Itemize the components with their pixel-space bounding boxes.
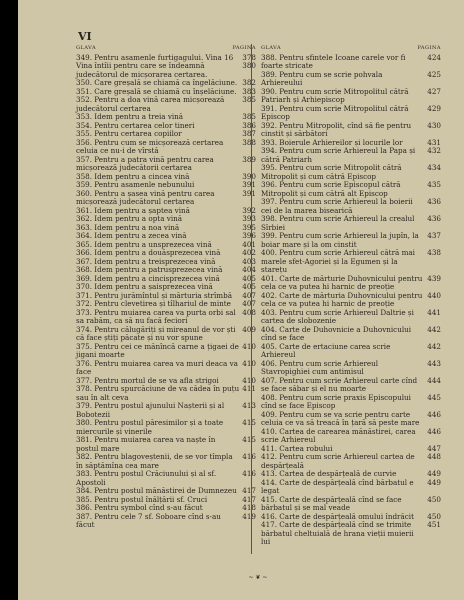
toc-entry-page: 445 (427, 392, 441, 402)
toc-entry (261, 377, 441, 394)
toc-entry-title: 387. Pentru cele 7 sf. Soboare cînd s-au făcut (76, 511, 221, 529)
toc-entry (261, 147, 441, 164)
toc-entry-title: 349. Pentru asamenle furtigagului. Vina 16 (76, 52, 234, 62)
toc-entry-title: 400. Pentru cum scrie Arhiereul cătră mai marele sfet-Agoriei și la Egumen și la starețu (261, 248, 415, 274)
toc-entry-page: 387 (242, 129, 256, 138)
toc-entry-title: 398. Pentru cum scrie Arhiereul la crealul Sîrbiei (261, 214, 415, 232)
toc-entry-page: 392 (242, 205, 256, 215)
toc-entry-title: 383. Pentru postul Crăciunului și al sf. Apostoli (76, 469, 217, 487)
toc-entry (261, 428, 441, 445)
toc-entry-page: 419 (242, 511, 256, 521)
toc-entry (76, 309, 256, 326)
toc-entry-page: 391 (242, 188, 256, 198)
toc-entry-page: 446 (427, 409, 441, 419)
toc-entry-title: 402. Carte de mărturia Duhovnicului pentru cela ce va putea hi harnic de preoție (261, 290, 423, 308)
toc-entry-title: 356. Pentru cum se micșorează certarea celuia ce nu-i de vîrstă (76, 137, 224, 155)
toc-entry-title: 351. Care greșală se chiamă cu înșelăciune. (76, 86, 237, 96)
toc-entry-title: 359. Pentru asamenle nebunului (76, 180, 195, 189)
toc-entry-title: 393. Boierule Arhiereilor și locurile lor (261, 137, 403, 147)
toc-entry-page: 427 (427, 86, 441, 96)
toc-entry-page: 407 (242, 299, 256, 308)
toc-entry-page: 405 (242, 273, 256, 283)
toc-entry-title: 374. Pentru călugăriți și mireanul de vor ști că face știți păcate și nu vor spune (76, 324, 236, 342)
toc-entry-page: 450 (427, 494, 441, 504)
toc-entry-title: 395. Pentru cum scrie Mitropolit cătră Mitropolit și cum cătră Episcop (261, 163, 402, 181)
toc-entry-page: 448 (427, 452, 441, 461)
toc-entry (76, 326, 256, 343)
toc-entry-title: 397. Pentru cum scrie Arhiereul la boierii cei de la marea bisearică (261, 197, 413, 215)
toc-entry-title: 390. Pentru cum scrie Mitropolitul cătră Patriarh și Arhiepiscop (261, 86, 409, 104)
toc-entry-title: 369. Idem pentru a cincisprezecea vină (76, 273, 220, 283)
toc-entry-page: 409 (242, 324, 256, 334)
toc-entry-page: 391 (242, 180, 256, 189)
toc-entry-title: 388. Pentru sfintele Icoane carele vor fi foarte stricate (261, 52, 406, 70)
toc-entry (261, 249, 441, 275)
toc-entry-page: 439 (427, 273, 441, 283)
toc-entry-page: 385 (242, 95, 256, 104)
toc-entry-title: 392. Pentru Mitropolit, cînd să fie pentru cinstit și sărbători (261, 120, 412, 138)
toc-entry-title: 360. Pentru a șasea vină pentru carea micșorează judecătorul certarea (76, 188, 215, 206)
toc-entry-page: 402 (242, 248, 256, 257)
toc-entry-title: 354. Pentru certarea celor tineri (76, 120, 195, 130)
toc-entry (261, 88, 441, 105)
toc-entry-title: 365. Idem pentru a unsprezecea vină (76, 239, 212, 249)
toc-entry-title: 358. Idem pentru a cincea vină (76, 171, 190, 181)
toc-entry-page: 389 (242, 154, 256, 164)
page-number: VI (78, 30, 92, 43)
toc-entry-page: 378 (242, 52, 256, 62)
toc-entry-page: 417 (242, 494, 256, 504)
toc-entry-page: 382 (242, 78, 256, 87)
toc-entry-title: 366. Idem pentru a douăsprezecea vină (76, 248, 221, 257)
toc-entry-page: 395 (242, 222, 256, 232)
toc-entry (261, 122, 441, 139)
toc-entry (261, 232, 441, 249)
left-column-header (76, 44, 256, 53)
toc-entry-title: 372. Pentru clevetirea și tîlhariul de minte (76, 299, 231, 308)
toc-entry (261, 71, 441, 88)
toc-entry (261, 309, 441, 326)
toc-entry (76, 343, 256, 360)
toc-entry-title: 381. Pentru muiarea carea va naște în postul mare (76, 435, 216, 453)
toc-entry (261, 496, 441, 513)
toc-entry-page: 383 (242, 86, 256, 96)
toc-entry-title: 414. Carte de despărțeală cînd bărbatul e legat (261, 477, 414, 495)
right-entry-list (261, 54, 441, 547)
toc-entry-page: 416 (242, 469, 256, 478)
toc-entry-page: 446 (427, 426, 441, 436)
toc-entry-page: 424 (427, 52, 441, 62)
toc-entry-title: 384. Pentru postul mănăstirei de Dumnezeu (76, 486, 237, 495)
toc-entry-title: 409. Pentru cum se va scrie pentru carte celuia ce va să treacă în țară să peste mare (261, 409, 420, 427)
toc-entry-title: 403. Pentru cum scrie Arhiereul Daltrie și cartea de slobozenie (261, 307, 414, 325)
toc-entry-title: 378. Pentru spurcăciune de va cădea în puțu sau în alt ceva (76, 384, 240, 402)
toc-entry-title: 396. Pentru cum scrie Episcopul cătră Mitropolit și cum cătră alt Episcop (261, 180, 401, 198)
toc-entry-title: 382. Pentru blagoveștenii, de se vor tîmpla în săptămîna cea mare (76, 452, 233, 470)
toc-entry (261, 394, 441, 411)
toc-entry-page: 380 (242, 61, 256, 70)
toc-entry (261, 164, 441, 181)
toc-entry-title: 408. Pentru cum scrie praxis Episcopului cînd se face Episcop (261, 392, 411, 410)
toc-entry (261, 411, 441, 428)
toc-entry-title: 363. Idem pentru a noa vină (76, 222, 180, 232)
toc-entry (76, 190, 256, 207)
toc-entry-page: 444 (427, 375, 441, 385)
toc-entry-page: 403 (242, 256, 256, 266)
toc-entry-title: 385. Pentru postul înălțării sf. Cruci (76, 494, 208, 504)
toc-entry (261, 521, 441, 547)
toc-entry-page: 410 (242, 375, 256, 385)
toc-entry (76, 385, 256, 402)
toc-entry (261, 343, 441, 360)
toc-entry (76, 156, 256, 173)
col-label-glava: GLAVA (76, 45, 97, 51)
toc-entry (76, 513, 256, 530)
toc-entry-title: 401. Carte de mărturie Duhovnicului pentru cela ce va putea hi harnic de preoție (261, 273, 423, 291)
toc-entry-page: 442 (427, 341, 441, 351)
toc-entry-page: 449 (427, 469, 441, 478)
toc-entry-title: 394. Pentru cum scrie Arhiereul la Papa și cătră Patriarh (261, 146, 416, 164)
toc-entry-page: 418 (242, 503, 256, 512)
toc-entry (261, 292, 441, 309)
toc-entry-page: 393 (242, 214, 256, 223)
toc-entry (261, 105, 441, 122)
col-label-pagina: PAGINA (232, 45, 256, 51)
toc-entry-page: 407 (242, 290, 256, 300)
toc-entry-page: 396 (242, 231, 256, 240)
toc-entry-title: 353. Idem pentru a treia vină (76, 112, 184, 121)
toc-entry (261, 198, 441, 215)
toc-entry-page: 435 (427, 180, 441, 189)
toc-entry-page: 408 (242, 307, 256, 317)
toc-entry-title: 368. Idem pentru a patrusprezecea vină (76, 265, 223, 274)
toc-entry-page: 451 (427, 520, 441, 529)
toc-entry (261, 275, 441, 292)
toc-entry-page: 449 (427, 477, 441, 487)
toc-entry-title: 350. Care greșală se chiamă ca îngelăciune. (76, 78, 238, 87)
toc-entry-title: Vina întîii pentru care se îndeamnă judecătorul de micșorarea certarea. (76, 61, 208, 79)
toc-entry-title: 379. Pentru postul ajunului Nașterii și al Bobotezii (76, 401, 225, 419)
toc-entry-page: 432 (427, 146, 441, 155)
toc-entry-page: 431 (427, 137, 441, 147)
toc-entry-page: 390 (242, 171, 256, 181)
toc-entry-page: 450 (427, 511, 441, 521)
toc-entry-title: 357. Pentru a patra vină pentru carea micșorează judecătorii certarea (76, 154, 214, 172)
toc-entry-title: 377. Pentru mortul de se va afla strigoi (76, 375, 219, 385)
toc-entry (261, 479, 441, 496)
toc-entry-page: 411 (242, 384, 256, 393)
toc-entry-title: 412. Pentru cum scrie Arhiereul cartea de despărțeală (261, 452, 415, 470)
ornament-icon: ~ ❦ ~ (248, 574, 268, 581)
toc-entry-page: 443 (427, 358, 441, 368)
toc-entry (76, 62, 256, 79)
toc-entry (76, 96, 256, 113)
toc-entry-page: 430 (427, 120, 441, 130)
toc-entry-page: 405 (242, 282, 256, 291)
toc-entry-page: 438 (427, 248, 441, 257)
toc-entry-title: 406. Pentru cum scrie Arhiereul Stavropighiei cum antimisul (261, 358, 379, 376)
book-page (18, 0, 464, 600)
toc-entry-page: 386 (242, 120, 256, 130)
toc-entry-page: 410 (242, 358, 256, 368)
left-column (76, 44, 256, 530)
toc-entry-title: 373. Pentru muiarea carea va purta orbi sal sa rabăm, ca să nu facă feciori (76, 307, 236, 325)
toc-entry (261, 326, 441, 343)
toc-entry-page: 425 (427, 69, 441, 79)
toc-entry-page: 434 (427, 163, 441, 172)
toc-entry-page: 437 (427, 231, 441, 240)
toc-entry-page: 436 (427, 197, 441, 206)
column-divider (251, 44, 252, 554)
toc-entry-title: 404. Carte de Duhovnicie a Duhovnicului cînd se face (261, 324, 412, 342)
toc-entry (76, 402, 256, 419)
toc-entry-page: 415 (242, 435, 256, 444)
toc-entry-page: 442 (427, 324, 441, 334)
toc-entry-page: 413 (242, 401, 256, 410)
toc-entry-title: 380. Pentru postul păresimilor și a toate miercurile și vinerile (76, 418, 224, 436)
toc-entry (76, 419, 256, 436)
col-label-pagina: PAGINA (417, 45, 441, 51)
toc-entry-title: 386. Pentru symbol cînd s-au făcut (76, 503, 203, 512)
toc-entry-title: 367. Idem pentru a treisprezecea vină (76, 256, 216, 266)
toc-entry-page: 410 (242, 341, 256, 351)
toc-entry-page: 440 (427, 290, 441, 300)
toc-entry-page: 401 (242, 239, 256, 249)
toc-entry-page: 436 (427, 214, 441, 223)
toc-entry-title: 361. Idem pentru a șaptea vină (76, 205, 190, 215)
toc-entry-title: 371. Pentru jurămîntul și mărturia strîmbă (76, 290, 232, 300)
toc-entry (76, 436, 256, 453)
toc-entry-title: 399. Pentru cum scrie Arhiereul la jupîn, la boiar mare și la om cinstit (261, 231, 419, 249)
toc-entry-page: 388 (242, 137, 256, 147)
toc-entry (76, 360, 256, 377)
toc-entry-title: 417. Carte de despărțeală cînd se trimite bărbatul cheltuială de hrana vieții muierii lui (261, 520, 414, 546)
toc-entry (76, 453, 256, 470)
toc-entry (261, 453, 441, 470)
toc-entry (261, 54, 441, 71)
toc-entry-page: 417 (242, 486, 256, 495)
toc-entry (76, 470, 256, 487)
toc-entry-title: 389. Pentru cum se scrie pohvala Arhiereului (261, 69, 383, 87)
toc-entry-title: 405. Carte de ertaciune carea scrie Arhiereul (261, 341, 391, 359)
toc-entry-page: 429 (427, 103, 441, 113)
toc-entry-page: 447 (427, 443, 441, 453)
right-column (261, 44, 441, 547)
toc-entry-page: 416 (242, 452, 256, 461)
toc-entry-page: 441 (427, 307, 441, 317)
toc-entry-title: 411. Cartea robului (261, 443, 333, 453)
col-label-glava: GLAVA (261, 45, 282, 51)
toc-entry-page: 385 (242, 112, 256, 121)
toc-entry (261, 360, 441, 377)
toc-entry-title: 416. Carte de despărțeală omului îndrăcit (261, 511, 414, 521)
toc-entry-title: 362. Idem pentru a opta vină (76, 214, 183, 223)
toc-entry-page: 415 (242, 418, 256, 427)
toc-entry-title: 355. Pentru certarea copiilor (76, 129, 182, 138)
toc-entry-title: 407. Pentru cum scrie Arhiereul carte cînd se face săbar și el nu moarte (261, 375, 418, 393)
toc-entry-page: 404 (242, 265, 256, 274)
toc-entry-title: 375. Pentru cei ce mănîncă carne a țigaei de jigani moarte (76, 341, 239, 359)
toc-entry-title: 370. Idem pentru a șaisprezecea vină (76, 282, 213, 291)
toc-entry-title: 413. Cartea de despărțeală de curvie (261, 469, 397, 478)
right-column-header (261, 44, 441, 53)
toc-entry-title: 415. Carte de despărțeală cînd se face bărbatul și se mal veade (261, 494, 402, 512)
toc-entry-title: 391. Pentru cum scrie Mitropolitul cătră Episcop (261, 103, 409, 121)
toc-entry (261, 215, 441, 232)
toc-entry (261, 181, 441, 198)
toc-entry-title: 376. Pentru muiarea carea va muri deaca va face (76, 358, 238, 376)
left-entry-list (76, 54, 256, 530)
toc-entry-title: 364. Idem pentru a zecea vină (76, 231, 187, 240)
toc-entry-title: 410. Cartea de carearea mănăstirei, carea scrie Arhiereul (261, 426, 416, 444)
toc-entry-title: 352. Pentru a doa vină carea micșorează judecătorul certarea (76, 95, 225, 113)
toc-entry (76, 139, 256, 156)
